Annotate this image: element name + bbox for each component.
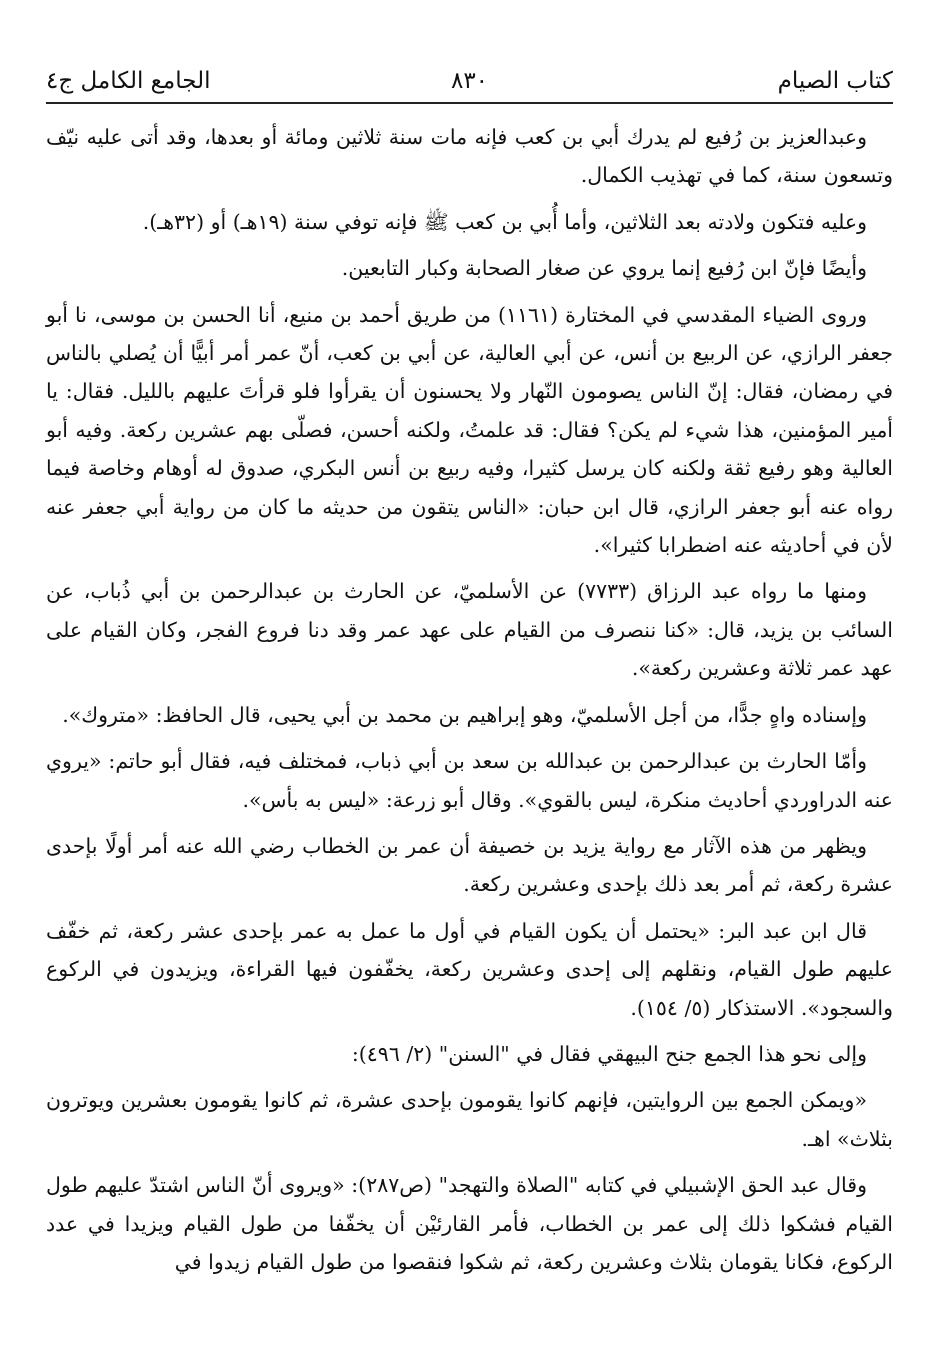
paragraph: وأيضًا فإنّ ابن رُفيع إنما يروي عن صغار الصحابة وكبار التابعين. <box>341 256 867 281</box>
header-book-title: الجامع الكامل ج٤ <box>46 68 211 94</box>
paragraph: ويظهر من هذه الآثار مع رواية يزيد بن خصيفة أن عمر بن الخطاب رضي الله عنه أمر أولًا بإحدى عشرة ركعة، ثم أمر بعد ذلك بإحدى وعشرين ركعة. <box>46 833 893 897</box>
paragraph: وإسناده واهٍ جدًّا، من أجل الأسلميّ، وهو إبراهيم بن محمد بن أبي يحيى، قال الحافظ: «متروك». <box>62 702 867 727</box>
paragraph: ومنها ما رواه عبد الرزاق (٧٧٣٣) عن الأسلميّ، عن الحارث بن عبدالرحمن بن أبي ذُباب، عن السائب بن يزيد، قال: «كنا ننصرف من القيام على عهد عمر وقد دنا فروع الفجر، وكان القيام على عهد عمر ثلاثة وعشرين ركعة». <box>46 579 893 681</box>
header-rule <box>46 102 893 104</box>
running-header <box>46 56 893 94</box>
page-number: ٨٣٠ <box>450 68 489 94</box>
page-body <box>46 118 893 1289</box>
header-chapter-title: كتاب الصيام <box>777 68 893 94</box>
paragraph: وعبدالعزيز بن رُفيع لم يدرك أبي بن كعب فإنه مات سنة ثلاثين ومائة أو بعدها، وقد أتى عليه نيّف وتسعون سنة، كما في تهذيب الكمال. <box>46 125 893 188</box>
paragraph: وأمّا الحارث بن عبدالرحمن بن عبدالله بن سعد بن أبي ذباب، فمختلف فيه، فقال أبو حاتم: «يروي عنه الدراوردي أحاديث منكرة، ليس بالقوي». وقال أبو زرعة: «ليس به بأس». <box>46 749 893 812</box>
paragraph: وروى الضياء المقدسي في المختارة (١١٦١) من طريق أحمد بن منيع، أنا الحسن بن موسى، نا أبو جعفر الرازي، عن الربيع بن أنس، عن أبي العالية، عن أبي بن كعب، أنّ عمر أمر أبيًّا أن يُصلي بالناس في رمضان، فقال: إنّ الناس يصومون النّهار ولا يحسنون أن يقرأوا فلو قرأتَ عليهم بالليل. فقال: يا أمير المؤمنين، هذا شيء لم يكن؟ فقال: قد علمتُ، ولكنه أحسن، فصلّى بهم عشرين ركعة. وفيه أبو العالية وهو رفيع ثقة ولكنه كان يرسل كثيرا، وفيه ربيع بن أنس البكري، صدوق له أوهام وخاصة فيما رواه عنه أبو جعفر الرازي، قال ابن حبان: «الناس يتقون من حديثه ما كان من رواية أبي جعفر عنه لأن في أحاديثه عنه اضطرابا كثيرا». <box>46 302 893 558</box>
paragraph: وعليه فتكون ولادته بعد الثلاثين، وأما أُبي بن كعب ﷺ فإنه توفي سنة (١٩هـ) أو (٣٢هـ). <box>142 209 867 234</box>
paragraph: وقال عبد الحق الإشبيلي في كتابه "الصلاة والتهجد" (ص٢٨٧): «ويروى أنّ الناس اشتدّ عليهم طول القيام فشكوا ذلك إلى عمر بن الخطاب، فأمر القارئيْن أن يخفّفا من طول القيام ويزيدا في عدد الركوع، فكانا يقومان بثلاث وعشرين ركعة، ثم شكوا فنقصوا من طول القيام زيدوا في <box>46 1173 893 1274</box>
paragraph: قال ابن عبد البر: «يحتمل أن يكون القيام في أول ما عمل به عمر بإحدى عشر ركعة، ثم خفّف عليهم طول القيام، ونقلهم إلى إحدى وعشرين ركعة، يخفّفون فيها القراءة، ويزيدون في الركوع والسجود». الاستذكار (٥/ ١٥٤). <box>46 918 893 1020</box>
paragraph: وإلى نحو هذا الجمع جنح البيهقي فقال في "السنن" (٢/ ٤٩٦): <box>351 1041 867 1066</box>
quote-paragraph: «ويمكن الجمع بين الروايتين، فإنهم كانوا يقومون بإحدى عشرة، ثم كانوا يقومون بعشرين ويوترون بثلاث» اهـ. <box>46 1088 893 1151</box>
